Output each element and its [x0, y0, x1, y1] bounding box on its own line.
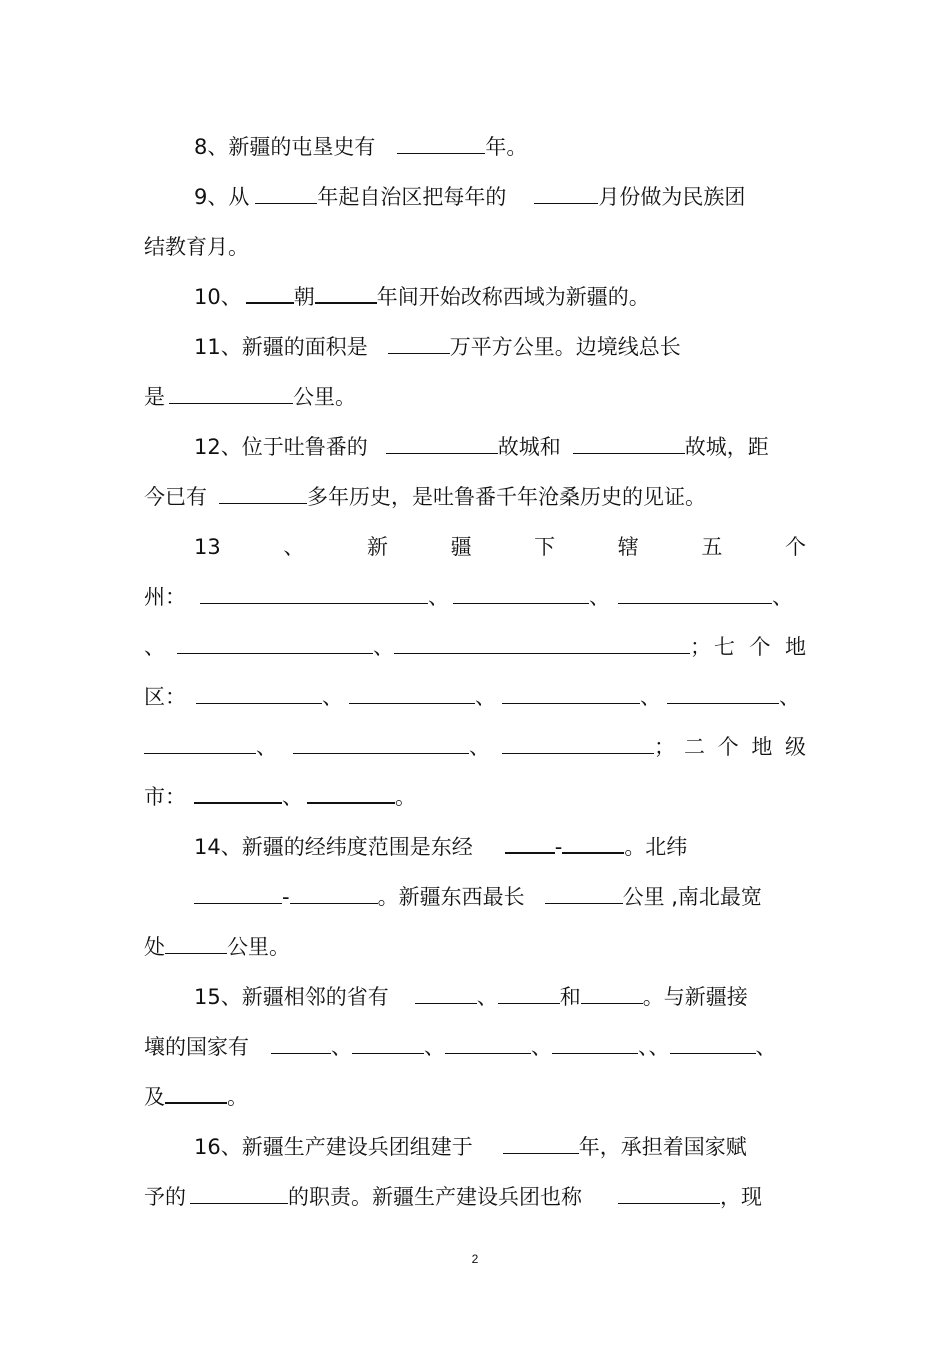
blank[interactable] [618, 583, 772, 604]
blank[interactable] [315, 282, 377, 304]
question-14-cont2: 处 公里。 [144, 935, 290, 959]
blank[interactable] [194, 883, 282, 904]
blank[interactable] [177, 633, 373, 654]
blank[interactable] [445, 1033, 531, 1054]
blank[interactable] [194, 782, 282, 804]
page-number: 2 [471, 1252, 479, 1266]
blank[interactable] [271, 1033, 331, 1054]
blank[interactable] [255, 183, 317, 204]
question-14-cont: - 。新疆东西最长 公里 ,南北最宽 [194, 882, 762, 912]
question-9: 9、从 年起自治区把每年的 月份做为民族团 [194, 185, 746, 209]
question-12: 12、位于吐鲁番的 故城和 故城，距 [194, 435, 769, 459]
blank[interactable] [545, 883, 623, 904]
blank[interactable] [502, 683, 640, 704]
question-15-cont2: 及 。 [144, 1082, 248, 1112]
blank[interactable] [618, 1183, 720, 1204]
question-13-qige: 七 个 地 [714, 635, 806, 659]
blank[interactable] [552, 1033, 638, 1054]
question-8: 8、新疆的屯垦史有 年。 [194, 135, 528, 159]
blank[interactable] [415, 983, 477, 1004]
question-13-line3: 、 、 ； [144, 635, 711, 659]
blank[interactable] [581, 983, 643, 1004]
blank[interactable] [165, 1082, 227, 1104]
question-15-cont: 壤的国家有 、 、 、 、、 、 [144, 1035, 777, 1059]
blank[interactable] [394, 633, 690, 654]
blank[interactable] [246, 282, 294, 304]
question-13: 13 、 新 疆 下 辖 五 个 [194, 535, 806, 559]
question-12-cont: 今已有 多年历史，是吐鲁番千年沧桑历史的见证。 [144, 485, 706, 509]
blank[interactable] [196, 683, 322, 704]
question-13-shi: 市： 、 。 [144, 782, 416, 812]
blank[interactable] [386, 433, 498, 454]
question-16-cont: 予的 的职责。新疆生产建设兵团也称 ，现 [144, 1185, 762, 1209]
blank[interactable] [169, 383, 293, 404]
blank[interactable] [505, 832, 555, 854]
question-14: 14、新疆的经纬度范围是东经 - 。北纬 [194, 832, 687, 862]
blank[interactable] [307, 782, 395, 804]
question-13-qu: 区： 、 、 、 、 [144, 685, 800, 709]
blank[interactable] [534, 183, 598, 204]
blank[interactable] [498, 983, 560, 1004]
question-10: 10、 朝 年间开始改称西域为新疆的。 [194, 282, 650, 312]
question-11-cont: 是 公里。 [144, 385, 356, 409]
question-16: 16、新疆生产建设兵团组建于 年，承担着国家赋 [194, 1135, 747, 1159]
blank[interactable] [503, 1133, 579, 1154]
question-9-cont: 结教育月。 [144, 235, 249, 259]
blank[interactable] [144, 733, 256, 754]
blank[interactable] [200, 583, 428, 604]
blank[interactable] [293, 733, 469, 754]
blank[interactable] [190, 1183, 288, 1204]
blank[interactable] [165, 933, 227, 954]
blank[interactable] [219, 483, 307, 504]
blank[interactable] [502, 733, 654, 754]
question-13-erge: 二 个 地 级 [684, 735, 806, 759]
blank[interactable] [667, 683, 779, 704]
blank[interactable] [670, 1033, 756, 1054]
blank[interactable] [352, 1033, 424, 1054]
blank[interactable] [349, 683, 475, 704]
blank[interactable] [388, 333, 450, 354]
blank[interactable] [453, 583, 589, 604]
question-13-line5: 、 、 ； [144, 732, 675, 762]
question-15: 15、新疆相邻的省有 、 和 。与新疆接 [194, 985, 748, 1009]
blank[interactable] [397, 133, 485, 154]
blank[interactable] [573, 433, 685, 454]
blank[interactable] [562, 832, 624, 854]
blank[interactable] [290, 883, 378, 904]
question-11: 11、新疆的面积是 万平方公里。边境线总长 [194, 335, 681, 359]
question-13-zhou: 州： 、 、 、 [144, 585, 793, 609]
